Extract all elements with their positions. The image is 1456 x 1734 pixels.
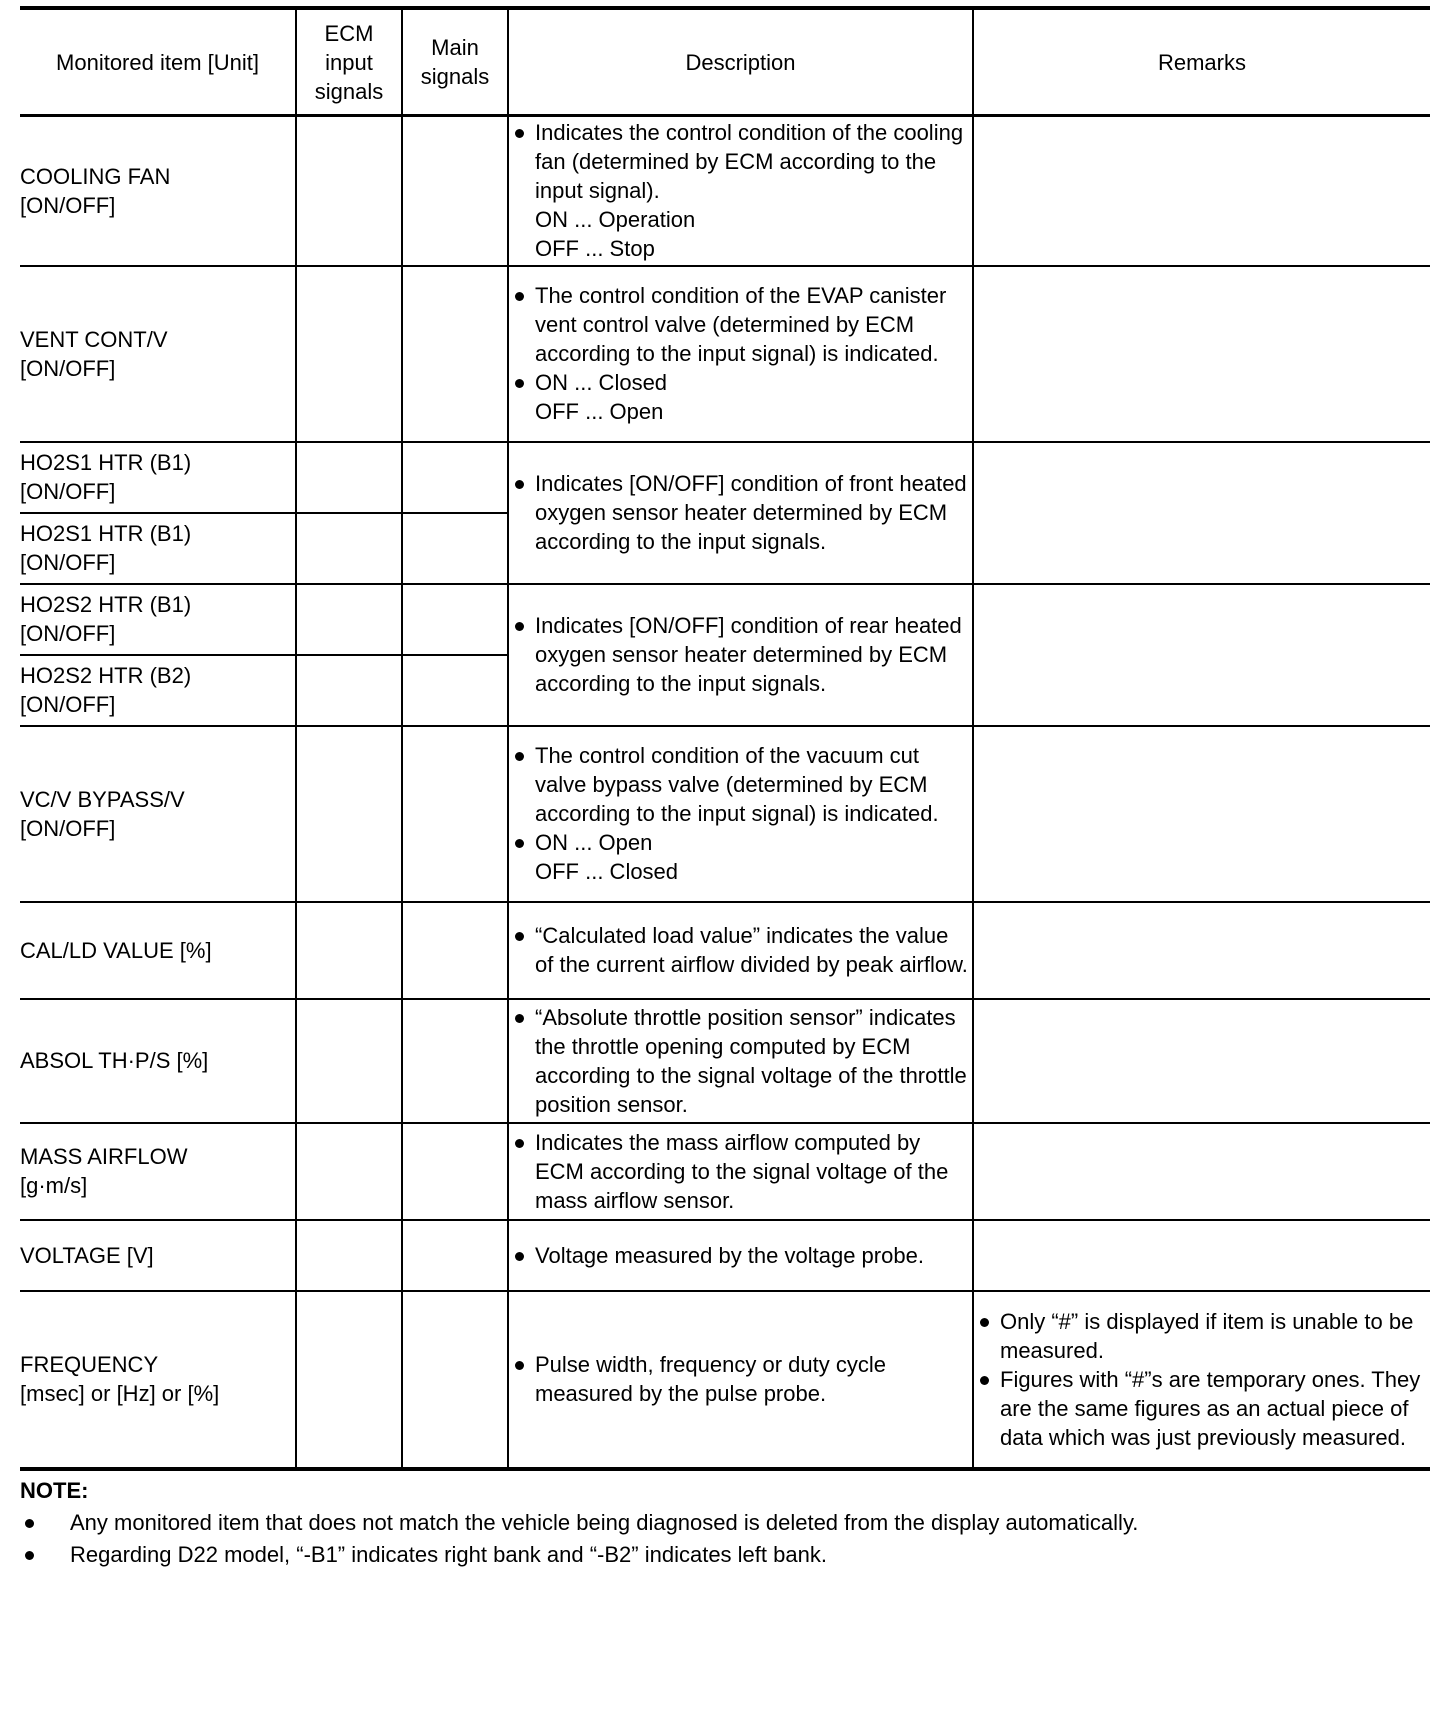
description-bullet: Indicates the mass airflow computed by ECM according to the signal voltage of the mass airflow sensor. — [509, 1128, 972, 1215]
header-monitored-item: Monitored item [Unit] — [20, 8, 296, 116]
note-list — [20, 1507, 1430, 1571]
main-signal-cell — [402, 584, 508, 655]
ecm-input-cell — [296, 442, 402, 513]
description-cell — [508, 902, 973, 999]
ecm-input-cell — [296, 655, 402, 726]
table-row — [20, 1291, 1430, 1469]
ecm-input-cell — [296, 266, 402, 442]
description-cell — [508, 1291, 973, 1469]
table-row — [20, 266, 1430, 442]
ecm-input-cell — [296, 1291, 402, 1469]
description-bullet: Pulse width, frequency or duty cycle measured by the pulse probe. — [509, 1350, 972, 1408]
remarks-cell — [973, 442, 1430, 584]
item-cell: FREQUENCY [msec] or [Hz] or [%] — [20, 1291, 296, 1469]
ecm-input-cell — [296, 902, 402, 999]
item-cell: HO2S1 HTR (B1) [ON/OFF] — [20, 513, 296, 584]
description-bullet: ON ... Open OFF ... Closed — [509, 828, 972, 886]
description-cell — [508, 116, 973, 266]
description-bullet: “Calculated load value” indicates the value of the current airflow divided by peak airflow. — [509, 921, 972, 979]
main-signal-cell — [402, 266, 508, 442]
main-signal-cell — [402, 655, 508, 726]
description-cell — [508, 726, 973, 902]
ecm-input-cell — [296, 116, 402, 266]
main-signal-cell — [402, 726, 508, 902]
ecm-input-cell — [296, 1123, 402, 1220]
ecm-input-cell — [296, 726, 402, 902]
remarks-cell — [973, 1220, 1430, 1291]
document-page — [20, 6, 1430, 1571]
description-line: ON ... Operation OFF ... Stop — [535, 207, 696, 262]
header-remarks: Remarks — [973, 8, 1430, 116]
ecm-input-cell — [296, 513, 402, 584]
item-cell: VC/V BYPASS/V [ON/OFF] — [20, 726, 296, 902]
main-signal-cell — [402, 442, 508, 513]
main-signal-cell — [402, 1123, 508, 1220]
description-bullet: Indicates the control condition of the cooling fan (determined by ECM according to the input signal). — [509, 118, 972, 205]
main-signal-cell — [402, 902, 508, 999]
item-cell: HO2S2 HTR (B2) [ON/OFF] — [20, 655, 296, 726]
header-main-signals: Main signals — [402, 8, 508, 116]
remarks-bullet: Figures with “#”s are temporary ones. They are the same figures as an actual piece of data which was just previously measured. — [974, 1365, 1430, 1452]
ecm-input-cell — [296, 584, 402, 655]
description-cell — [508, 999, 973, 1123]
remarks-cell — [973, 266, 1430, 442]
item-cell: VENT CONT/V [ON/OFF] — [20, 266, 296, 442]
item-cell: HO2S2 HTR (B1) [ON/OFF] — [20, 584, 296, 655]
table-row — [20, 726, 1430, 902]
note-item: Any monitored item that does not match the vehicle being diagnosed is deleted from the display automatically. — [20, 1507, 1430, 1539]
remarks-cell — [973, 116, 1430, 266]
description-bullet: The control condition of the EVAP canister vent control valve (determined by ECM according to the input signal) is indicated. — [509, 281, 972, 368]
description-bullet: Indicates [ON/OFF] condition of rear heated oxygen sensor heater determined by ECM according to the input signals. — [509, 611, 972, 698]
note-item: Regarding D22 model, “-B1” indicates right bank and “-B2” indicates left bank. — [20, 1539, 1430, 1571]
table-row — [20, 442, 1430, 513]
table-row — [20, 902, 1430, 999]
description-cell — [508, 584, 973, 726]
remarks-bullet: Only “#” is displayed if item is unable to be measured. — [974, 1307, 1430, 1365]
table-row — [20, 999, 1430, 1123]
table-row — [20, 584, 1430, 655]
note-title: NOTE: — [20, 1477, 89, 1503]
main-signal-cell — [402, 116, 508, 266]
ecm-input-cell — [296, 1220, 402, 1291]
item-cell: HO2S1 HTR (B1) [ON/OFF] — [20, 442, 296, 513]
table-row — [20, 1123, 1430, 1220]
description-cell — [508, 266, 973, 442]
header-ecm-input-signals: ECM input signals — [296, 8, 402, 116]
remarks-cell — [973, 584, 1430, 726]
remarks-cell — [973, 1123, 1430, 1220]
table-row — [20, 1220, 1430, 1291]
table-row — [20, 116, 1430, 266]
remarks-cell — [973, 999, 1430, 1123]
item-cell: CAL/LD VALUE [%] — [20, 902, 296, 999]
main-signal-cell — [402, 513, 508, 584]
description-bullet: “Absolute throttle position sensor” indicates the throttle opening computed by ECM according to the signal voltage of the throttle position sensor. — [509, 1003, 972, 1119]
item-cell: COOLING FAN [ON/OFF] — [20, 116, 296, 266]
description-cell — [508, 1220, 973, 1291]
description-cell — [508, 1123, 973, 1220]
ecm-input-cell — [296, 999, 402, 1123]
description-bullet: Indicates [ON/OFF] condition of front heated oxygen sensor heater determined by ECM according to the input signals. — [509, 469, 972, 556]
item-cell: MASS AIRFLOW [g·m/s] — [20, 1123, 296, 1220]
main-signal-cell — [402, 999, 508, 1123]
description-bullet: ON ... Closed OFF ... Open — [509, 368, 972, 426]
remarks-cell — [973, 726, 1430, 902]
header-description: Description — [508, 8, 973, 116]
main-signal-cell — [402, 1220, 508, 1291]
main-signal-cell — [402, 1291, 508, 1469]
item-cell: VOLTAGE [V] — [20, 1220, 296, 1291]
remarks-cell — [973, 902, 1430, 999]
monitored-items-table — [20, 6, 1430, 1471]
item-cell: ABSOL TH·P/S [%] — [20, 999, 296, 1123]
table-header-row — [20, 8, 1430, 116]
description-bullet: The control condition of the vacuum cut valve bypass valve (determined by ECM according to the input signal) is indicated. — [509, 741, 972, 828]
description-bullet: Voltage measured by the voltage probe. — [509, 1241, 972, 1270]
remarks-cell — [973, 1291, 1430, 1469]
note-section — [20, 1475, 1430, 1571]
description-cell — [508, 442, 973, 584]
